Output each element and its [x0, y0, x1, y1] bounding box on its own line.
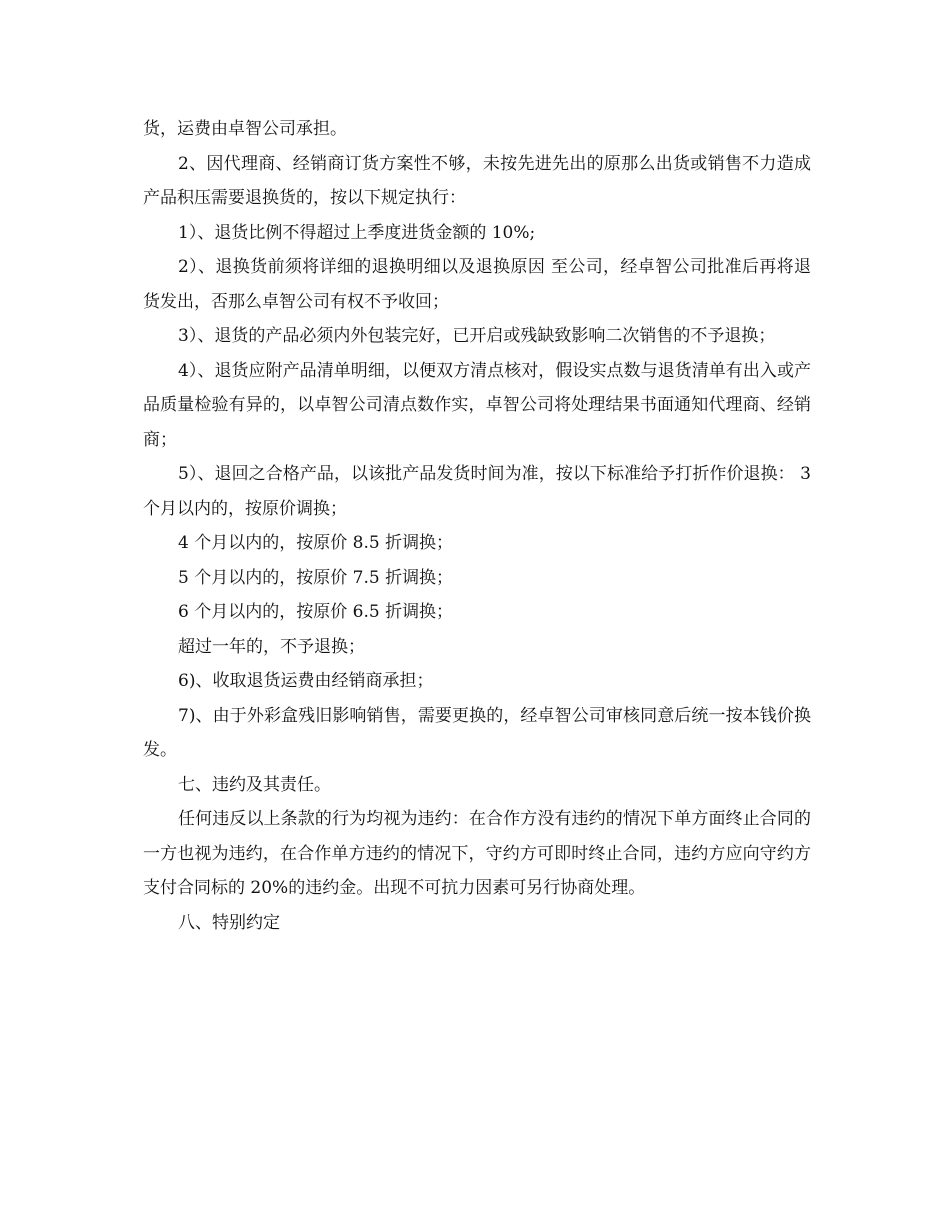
section-heading-breach: 七、违约及其责任。	[178, 774, 331, 795]
paragraph-clause-2: 2、因代理商、经销商订货方案性不够，未按先进先出的原那么出货或销售不力造成产品积压需要退换货的，按以下规定执行：	[143, 153, 811, 208]
paragraph-item-6: 6)、收取退货运费由经销商承担；	[178, 671, 434, 691]
paragraph-discount-4-months: 4 个月以内的，按原价 8.5 折调换；	[178, 533, 454, 553]
paragraph-discount-5-months: 5 个月以内的，按原价 7.5 折调换；	[178, 567, 454, 588]
section-heading-special-terms: 八、特别约定	[178, 912, 280, 933]
paragraph-item-2: 2）、退换货前须将详细的退换明细以及退换原因 至公司，经卓智公司批准后再将退货发出，否那么卓智公司有权不予收回；	[143, 257, 811, 312]
paragraph-over-one-year: 超过一年的，不予退换；	[178, 636, 365, 657]
paragraph-breach-liability: 任何违反以上条款的行为均视为违约：在合作方没有违约的情况下单方面终止合同的一方也视为违约，在合作单方违约的情况下，守约方可即时终止合同，违约方应向守约方支付合同标的 20%的违约金。出现不可抗力因素可另行协商处理。	[143, 809, 811, 898]
document-body	[143, 112, 811, 940]
paragraph-discount-6-months: 6 个月以内的，按原价 6.5 折调换；	[178, 602, 454, 622]
paragraph-freight: 货，运费由卓智公司承担。	[143, 119, 347, 139]
paragraph-item-4: 4）、退货应附产品清单明细，以便双方清点核对，假设实点数与退货清单有出入或产品质量检验有异的，以卓智公司清点数作实，卓智公司将处理结果书面通知代理商、经销商；	[143, 360, 811, 450]
paragraph-item-5: 5）、退回之合格产品，以该批产品发货时间为准，按以下标准给予打折作价退换： 3 个月以内的，按原价调换；	[143, 464, 811, 519]
paragraph-item-1: 1）、退货比例不得超过上季度进货金额的 10%;	[178, 222, 536, 243]
paragraph-item-3: 3）、退货的产品必须内外包装完好，已开启或残缺致影响二次销售的不予退换；	[178, 326, 776, 346]
paragraph-item-7: 7)、由于外彩盒残旧影响销售，需要更换的，经卓智公司审核同意后统一按本钱价换发。	[143, 705, 811, 760]
